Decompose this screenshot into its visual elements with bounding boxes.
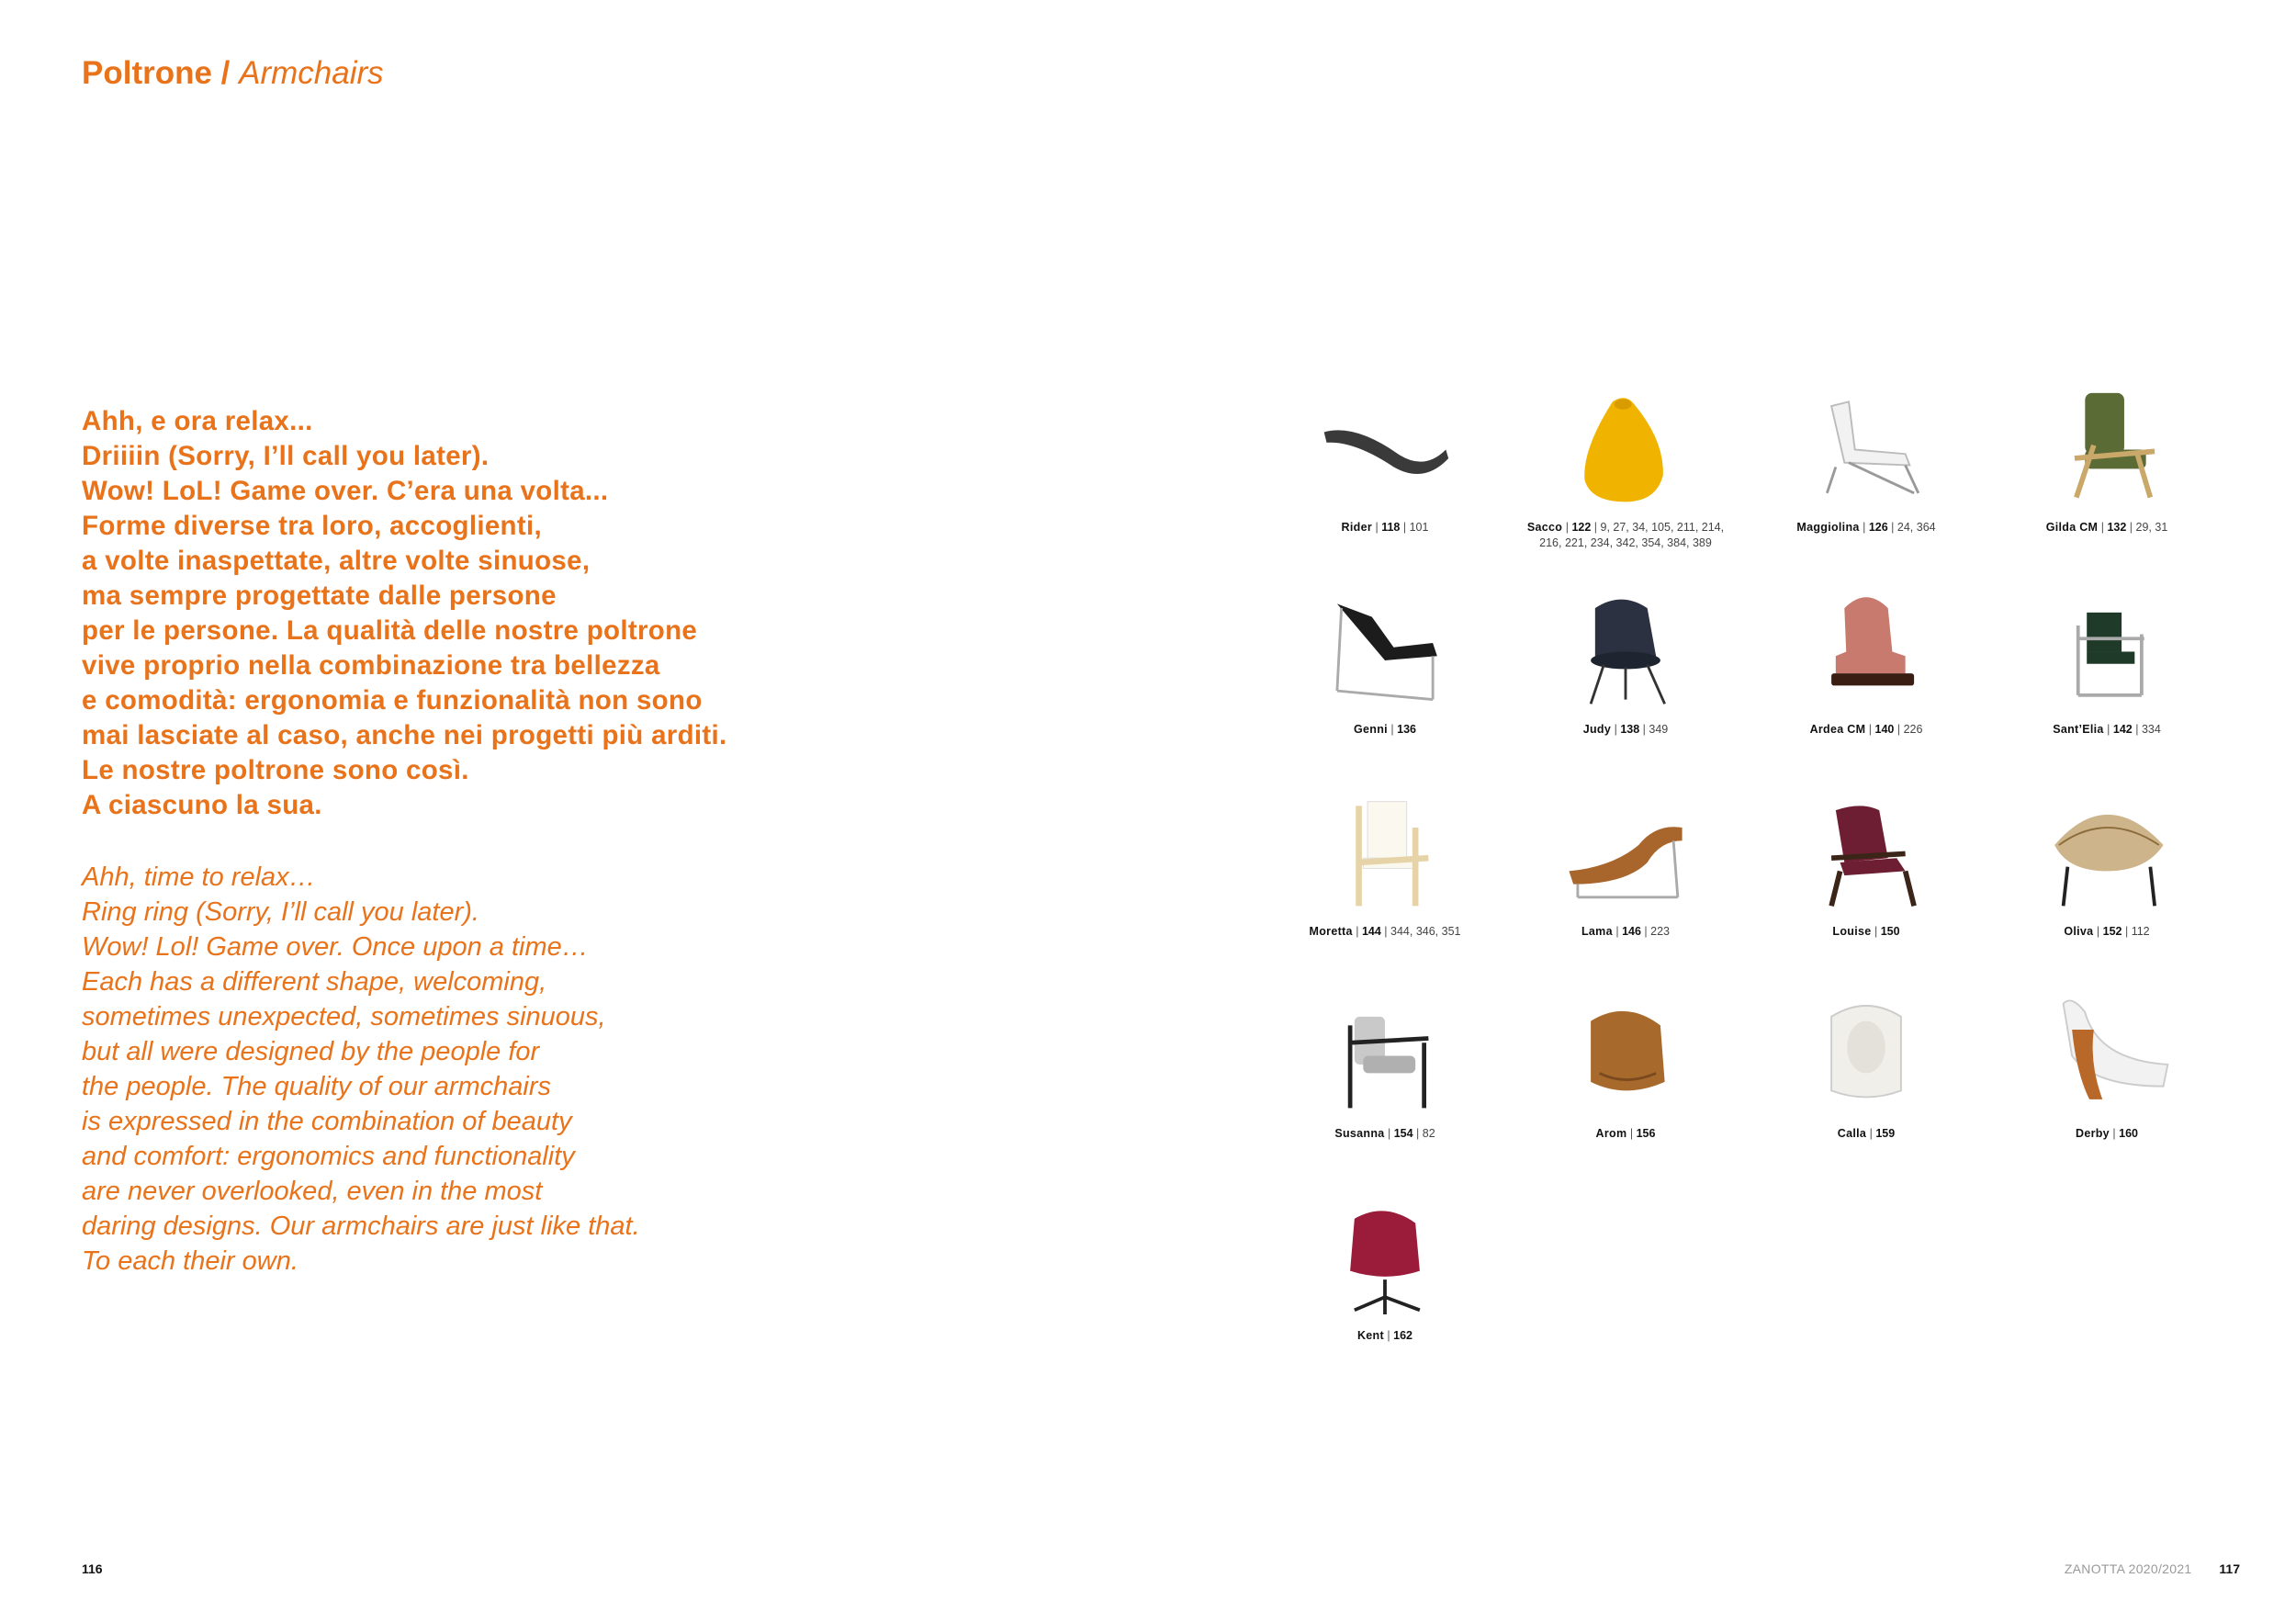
english-line: is expressed in the combination of beauty [82, 1107, 572, 1136]
product-caption [1756, 924, 1976, 940]
caption-separator: | [2109, 1127, 2120, 1140]
left-page-number: 116 [82, 1561, 103, 1576]
moretta-chair-icon [1302, 772, 1468, 919]
product-item [1275, 367, 1495, 556]
product-item [1515, 772, 1736, 960]
product-name: Arom [1595, 1127, 1627, 1140]
santelia-chair-icon [2024, 569, 2189, 716]
product-name: Ardea CM [1809, 723, 1866, 736]
sacco-beanbag-icon [1543, 367, 1708, 514]
english-line: the people. The quality of our armchairs [82, 1072, 551, 1101]
product-caption [1997, 722, 2217, 738]
english-line: Ring ring (Sorry, I’ll call you later). [82, 897, 479, 927]
product-caption [1515, 722, 1736, 738]
english-line: and comfort: ergonomics and functionality [82, 1142, 575, 1171]
product-item [1275, 1176, 1495, 1364]
product-name: Gilda CM [2045, 521, 2099, 534]
right-page-number: 117 [2219, 1561, 2240, 1576]
product-caption [1515, 520, 1736, 551]
maggiolina-chair-icon [1784, 367, 1949, 514]
english-line: but all were designed by the people for [82, 1037, 540, 1066]
product-caption [1997, 1126, 2217, 1142]
caption-separator: | [1591, 521, 1601, 534]
product-refs: 344, 346, 351 [1390, 925, 1461, 938]
product-refs: 223 [1650, 925, 1670, 938]
product-name: Derby [2076, 1127, 2110, 1140]
product-name: Lama [1581, 925, 1613, 938]
english-line: daring designs. Our armchairs are just like that. [82, 1212, 640, 1241]
product-caption [1515, 924, 1736, 940]
product-item [1275, 974, 1495, 1162]
product-item [1275, 569, 1495, 758]
product-refs: 226 [1903, 723, 1923, 736]
caption-separator: | [2103, 723, 2113, 736]
caption-separator: | [1612, 925, 1623, 938]
caption-separator: | [1640, 925, 1651, 938]
product-item [1997, 569, 2217, 758]
product-page: 146 [1622, 925, 1641, 938]
product-refs-continued: 216, 221, 234, 342, 354, 384, 389 [1539, 536, 1712, 549]
caption-separator: | [1887, 521, 1897, 534]
product-item [1515, 367, 1736, 556]
english-line: Wow! Lol! Game over. Once upon a time… [82, 932, 589, 962]
product-caption [1756, 1126, 1976, 1142]
italian-line: Ahh, e ora relax... [82, 406, 313, 436]
product-page: 140 [1874, 723, 1895, 736]
product-refs: 9, 27, 34, 105, 211, 214, [1600, 521, 1725, 534]
product-refs: 101 [1409, 521, 1429, 534]
caption-separator: | [1400, 521, 1410, 534]
susanna-chair-icon [1302, 974, 1468, 1121]
italian-line: a volte inaspettate, altre volte sinuose, [82, 546, 591, 576]
product-name: Moretta [1309, 925, 1353, 938]
product-refs: 349 [1649, 723, 1669, 736]
product-item [1275, 772, 1495, 960]
caption-separator: | [1412, 1127, 1423, 1140]
product-name: Calla [1837, 1127, 1867, 1140]
caption-separator: | [1380, 925, 1391, 938]
product-page: 136 [1397, 723, 1416, 736]
product-name: Louise [1832, 925, 1872, 938]
product-item [1756, 367, 1976, 556]
product-page: 159 [1875, 1127, 1896, 1140]
italian-line: A ciascuno la sua. [82, 790, 322, 820]
product-refs: 24, 364 [1896, 521, 1936, 534]
product-caption [1275, 520, 1495, 535]
arom-chair-icon [1543, 974, 1708, 1121]
product-item [1756, 569, 1976, 758]
product-caption [1515, 1126, 1736, 1142]
product-page: 154 [1393, 1127, 1413, 1140]
product-item [1756, 974, 1976, 1162]
caption-separator: | [1384, 1127, 1394, 1140]
product-page: 152 [2102, 925, 2122, 938]
caption-separator: | [1871, 925, 1881, 938]
italian-line: Le nostre poltrone sono così. [82, 755, 469, 785]
oliva-chair-icon [2024, 772, 2189, 919]
product-page: 132 [2107, 521, 2127, 534]
product-caption [1275, 1328, 1495, 1344]
product-page: 142 [2112, 723, 2133, 736]
caption-separator: | [2126, 521, 2136, 534]
caption-separator: | [2132, 723, 2142, 736]
genni-chaise-icon [1302, 569, 1468, 716]
right-footer [2065, 1561, 2240, 1576]
product-caption [1275, 722, 1495, 738]
caption-separator: | [1352, 925, 1362, 938]
product-refs: 29, 31 [2135, 521, 2168, 534]
english-line: sometimes unexpected, sometimes sinuous, [82, 1002, 606, 1031]
caption-separator: | [1866, 1127, 1876, 1140]
caption-separator: | [1383, 1329, 1394, 1342]
caption-separator: | [2098, 521, 2108, 534]
italian-line: per le persone. La qualità delle nostre poltrone [82, 615, 698, 646]
product-item [1997, 367, 2217, 556]
caption-separator: | [1611, 723, 1621, 736]
calla-chair-icon [1784, 974, 1949, 1121]
lama-chaise-icon [1543, 772, 1708, 919]
english-line: To each their own. [82, 1246, 298, 1276]
caption-separator: | [1372, 521, 1382, 534]
product-caption [1997, 520, 2217, 535]
italian-line: Wow! LoL! Game over. C’era una volta... [82, 476, 609, 506]
product-name: Oliva [2064, 925, 2094, 938]
caption-separator: | [2122, 925, 2132, 938]
italian-line: Forme diverse tra loro, accoglienti, [82, 511, 542, 541]
product-item [1515, 569, 1736, 758]
caption-separator: | [1626, 1127, 1637, 1140]
product-page: 150 [1880, 925, 1900, 938]
caption-separator: | [1859, 521, 1869, 534]
caption-separator: | [1894, 723, 1904, 736]
product-name: Genni [1354, 723, 1388, 736]
italian-line: ma sempre progettate dalle persone [82, 580, 557, 611]
judy-chair-icon [1543, 569, 1708, 716]
product-item [1756, 772, 1976, 960]
product-name: Sant’Elia [2053, 723, 2104, 736]
product-caption [1756, 722, 1976, 738]
product-refs: 112 [2131, 925, 2150, 938]
italian-line: e comodità: ergonomia e funzionalità non sono [82, 685, 703, 716]
section-title [82, 57, 384, 89]
product-name: Sacco [1526, 521, 1563, 534]
product-item [1515, 974, 1736, 1162]
english-line: Ahh, time to relax… [82, 862, 316, 892]
product-name: Susanna [1334, 1127, 1385, 1140]
italian-line: mai lasciate al caso, anche nei progetti più arditi. [82, 720, 727, 750]
section-title-english: Armchairs [239, 55, 384, 91]
derby-chair-icon [2024, 974, 2189, 1121]
product-page: 122 [1571, 521, 1592, 534]
product-item [1997, 974, 2217, 1162]
caption-separator: | [1865, 723, 1875, 736]
gilda-chair-icon [2024, 367, 2189, 514]
italian-line: vive proprio nella combinazione tra bellezza [82, 650, 660, 681]
product-item [1997, 772, 2217, 960]
product-refs: 334 [2141, 723, 2161, 736]
product-name: Maggiolina [1796, 521, 1860, 534]
english-intro-text [82, 860, 908, 1279]
louise-chair-icon [1784, 772, 1949, 919]
rider-chair-icon [1302, 367, 1468, 514]
product-caption [1756, 520, 1976, 535]
caption-separator: | [2093, 925, 2103, 938]
italian-intro-text [82, 404, 908, 823]
english-line: Each has a different shape, welcoming, [82, 967, 547, 997]
section-title-italian: Poltrone / [82, 55, 231, 91]
product-page: 144 [1361, 925, 1381, 938]
ardea-chair-icon [1784, 569, 1949, 716]
caption-separator: | [1387, 723, 1398, 736]
product-refs: 82 [1422, 1127, 1435, 1140]
product-name: Kent [1356, 1329, 1384, 1342]
caption-separator: | [1639, 723, 1649, 736]
product-caption [1275, 924, 1495, 940]
product-page: 118 [1381, 521, 1401, 534]
product-caption [1275, 1126, 1495, 1142]
product-name: Judy [1582, 723, 1612, 736]
product-grid [1275, 367, 2221, 1359]
catalog-brand: ZANOTTA 2020/2021 [2064, 1561, 2192, 1576]
product-page: 138 [1620, 723, 1640, 736]
product-name: Rider [1341, 521, 1372, 534]
italian-line: Driiiin (Sorry, I’ll call you later). [82, 441, 490, 471]
product-page: 156 [1636, 1127, 1656, 1140]
caption-separator: | [1562, 521, 1572, 534]
product-page: 160 [2119, 1127, 2138, 1140]
product-page: 126 [1868, 521, 1888, 534]
product-page: 162 [1393, 1329, 1413, 1342]
english-line: are never overlooked, even in the most [82, 1177, 543, 1206]
product-caption [1997, 924, 2217, 940]
kent-chair-icon [1302, 1176, 1468, 1323]
